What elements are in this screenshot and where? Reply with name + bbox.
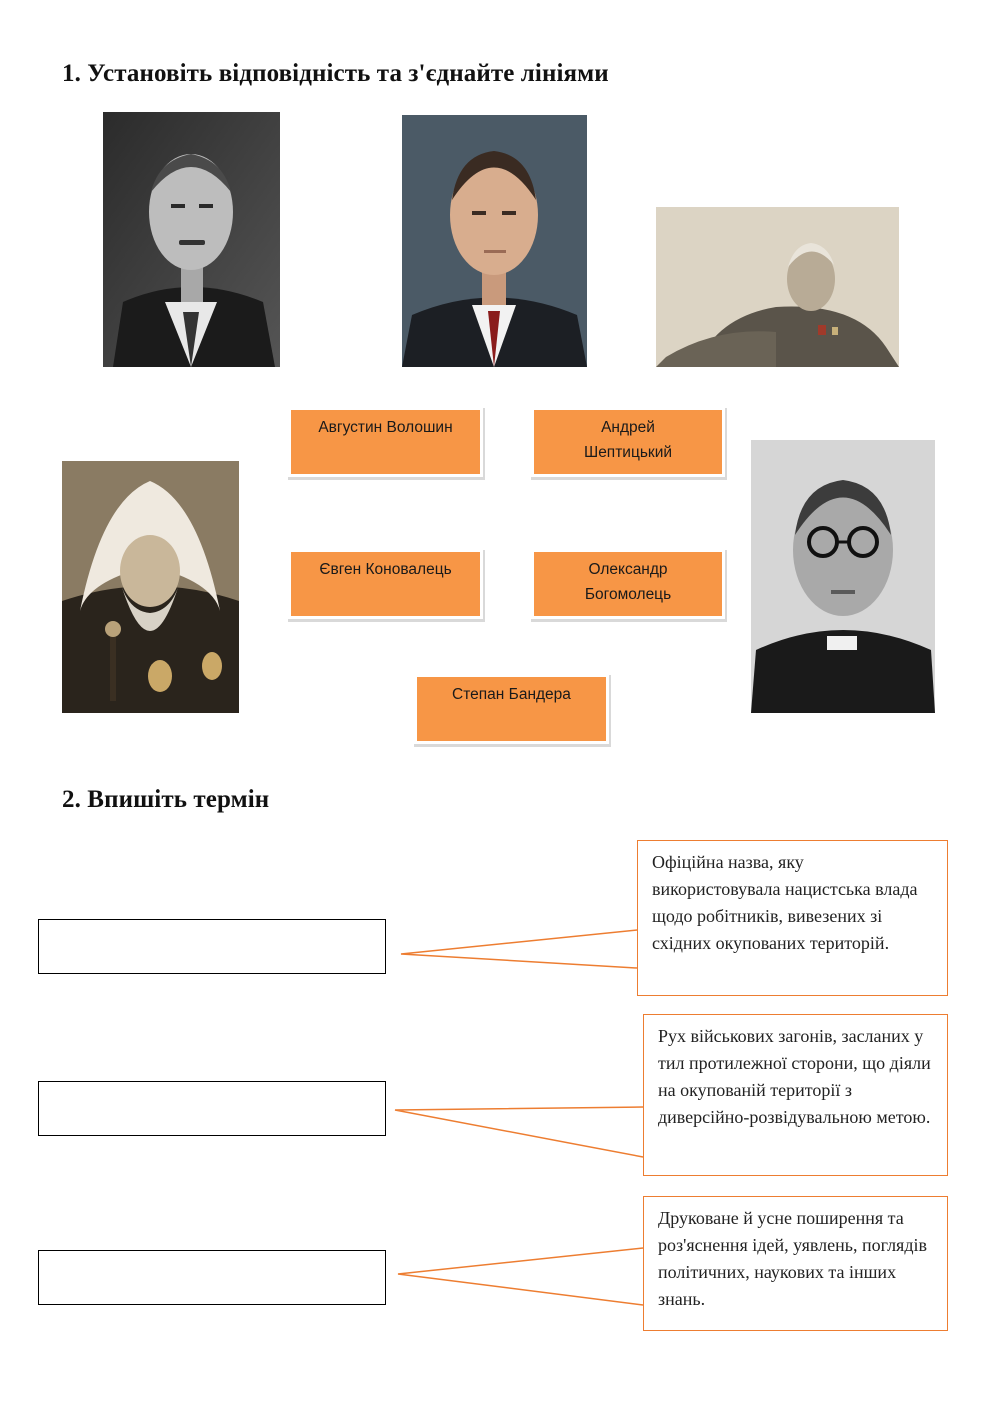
name-card-voloshyn[interactable] [291,410,480,474]
answer-input-3[interactable] [38,1250,386,1305]
task1-title: 1. Установіть відповідність та з'єднайте лініями [62,60,609,87]
definition-callout-1 [637,840,948,996]
definition-callout-3 [643,1196,948,1331]
name-card-sheptytskyi[interactable] [534,410,722,474]
name-card-line1: Євген Коновалець [319,561,452,578]
definition-text: Друковане й усне поширення та роз'яснення ідей, уявлень, поглядів політичних, наукових та інших знань. [658,1208,927,1309]
name-card-line2: Богомолець [584,586,672,603]
connector-1 [401,930,637,968]
connector-3 [398,1248,643,1305]
definition-text: Рух військових загонів, засланих у тил протилежної сторони, що діяли на окупованій території з диверсійно-розвідувальною метою. [658,1026,931,1127]
definition-text: Офіційна назва, яку використовувала нацистська влада щодо робітників, вивезених зі східних окупованих територій. [652,852,918,953]
connector-2 [395,1107,643,1157]
answer-input-1[interactable] [38,919,386,974]
portrait-photo-2 [402,115,587,367]
name-card-bandera[interactable] [417,677,606,741]
portrait-photo-5 [751,440,935,713]
portrait-photo-4 [62,461,239,713]
portrait-photo-1 [103,112,280,367]
portrait-photo-3 [656,207,899,367]
name-card-line1: Августин Волошин [318,419,453,436]
task2-title: 2. Впишіть термін [62,786,270,813]
answer-input-2[interactable] [38,1081,386,1136]
name-card-line1: Андрей [601,419,655,436]
name-card-bohomolets[interactable] [534,552,722,616]
name-card-line1: Степан Бандера [452,686,571,703]
definition-callout-2 [643,1014,948,1176]
name-card-line2: Шептицький [583,444,673,461]
name-card-konovalets[interactable] [291,552,480,616]
name-card-line1: Олександр [588,561,668,578]
